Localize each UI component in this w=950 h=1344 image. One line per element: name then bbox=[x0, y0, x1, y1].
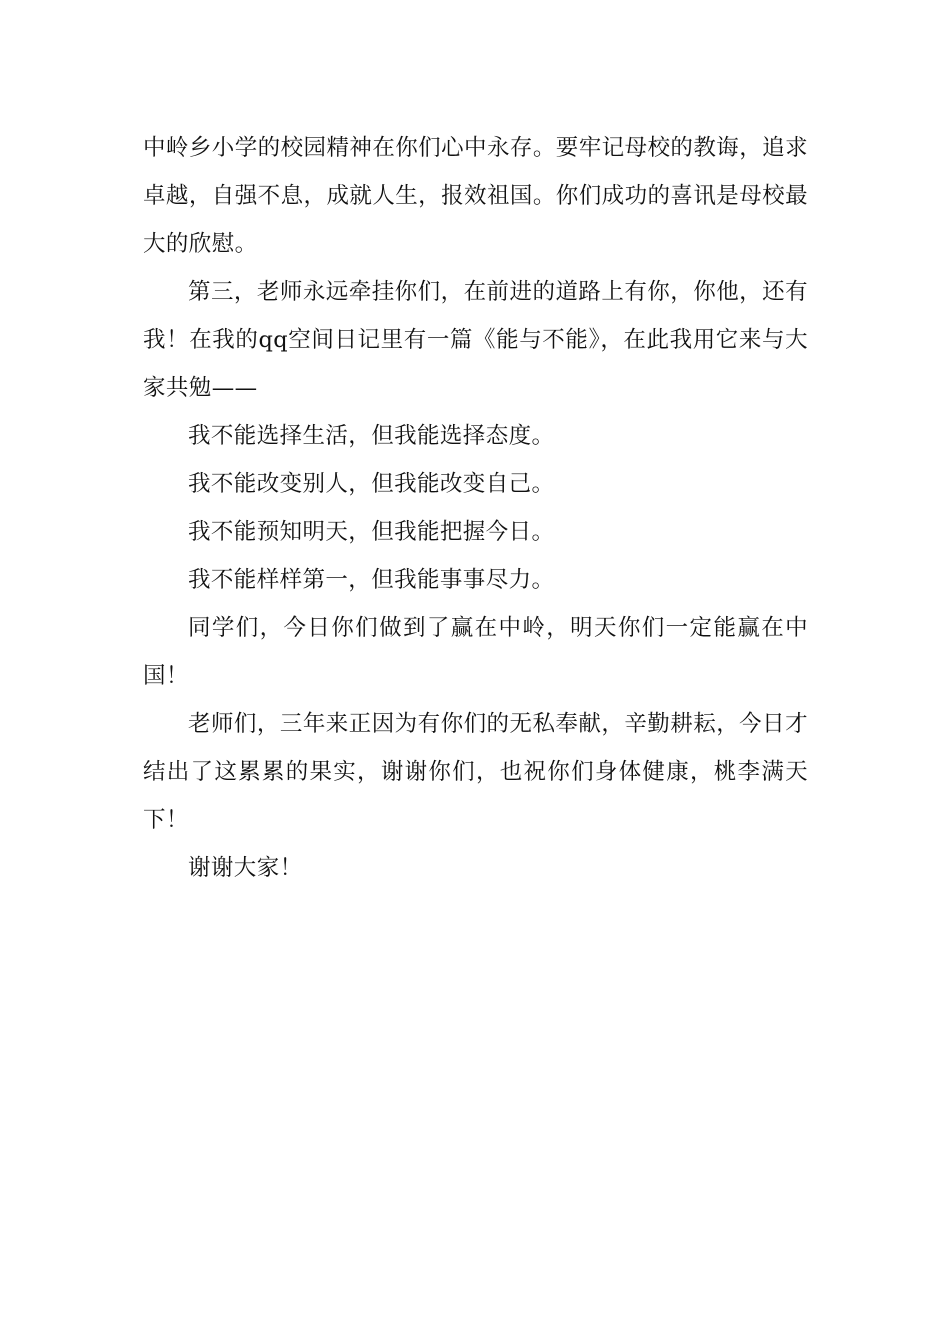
paragraph-poem-line-2: 我不能改变别人，但我能改变自己。 bbox=[188, 471, 555, 497]
document-body bbox=[143, 124, 808, 892]
paragraph-students-address: 同学们，今日你们做到了赢在中岭，明天你们一定能赢在中国！ bbox=[143, 615, 808, 689]
paragraph-teachers-address: 老师们，三年来正因为有你们的无私奉献，辛勤耕耘，今日才结出了这累累的果实，谢谢你们，也祝你们身体健康，桃李满天下！ bbox=[143, 711, 808, 833]
paragraph-poem-line-4: 我不能样样第一，但我能事事尽力。 bbox=[188, 567, 555, 593]
paragraph-school-spirit: 中岭乡小学的校园精神在你们心中永存。要牢记母校的教诲，追求卓越，自强不息，成就人生，报效祖国。你们成功的喜讯是母校最大的欣慰。 bbox=[143, 135, 808, 257]
paragraph-third-point: 第三，老师永远牵挂你们，在前进的道路上有你，你他，还有我！在我的qq空间日记里有一篇《能与不能》，在此我用它来与大家共勉—— bbox=[143, 279, 808, 401]
paragraph-poem-line-1: 我不能选择生活，但我能选择态度。 bbox=[188, 423, 555, 449]
paragraph-closing: 谢谢大家！ bbox=[188, 855, 303, 881]
paragraph-poem-line-3: 我不能预知明天，但我能把握今日。 bbox=[188, 519, 555, 545]
